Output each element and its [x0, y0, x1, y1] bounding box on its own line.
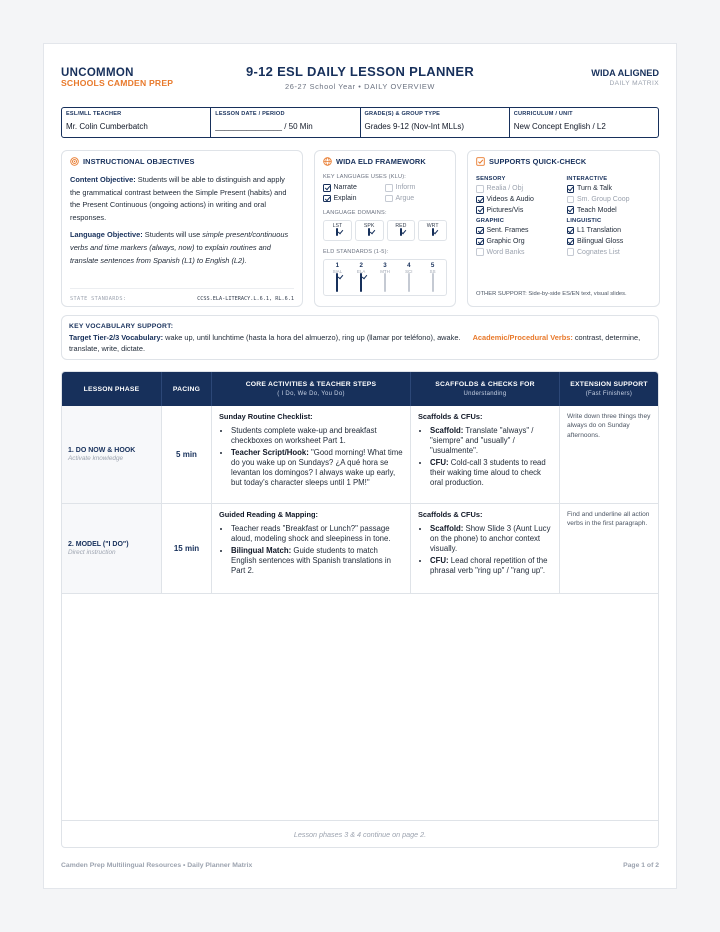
eld-tag: ELA: [357, 269, 366, 274]
page-title: 9-12 ESL DAILY LESSON PLANNER: [245, 64, 475, 79]
globe-icon: [323, 157, 332, 166]
wida-title: WIDA ELD FRAMEWORK: [336, 157, 426, 166]
core-heading: Sunday Routine Checklist:: [219, 412, 313, 421]
checkbox-checked[interactable]: [567, 227, 575, 235]
academic-verbs-label: Academic/Procedural Verbs:: [472, 333, 573, 342]
checkbox-label: Videos & Audio: [486, 195, 534, 203]
table-continuation-note: Lesson phases 3 & 4 continue on page 2.: [62, 820, 658, 847]
phase-description: Activate knowledge: [68, 455, 124, 462]
content-objective-label: Content Objective:: [70, 175, 136, 184]
scaffolds-list: [430, 426, 552, 488]
domain-reading[interactable]: [387, 220, 416, 241]
klu-explain[interactable]: [323, 195, 385, 203]
checkbox-unchecked[interactable]: [476, 185, 484, 193]
list-item: [430, 524, 552, 554]
support-teach-model[interactable]: [567, 206, 652, 214]
eld-number: 5: [430, 262, 435, 269]
list-item: [231, 426, 403, 446]
phase-name: 1. DO NOW & HOOK: [68, 447, 136, 454]
item-label: Bilingual Match:: [231, 546, 292, 555]
extension-cell: Find and underline all action verbs in the first paragraph.: [567, 511, 650, 528]
list-item: [430, 556, 552, 576]
core-activities-cell: [212, 504, 411, 593]
checkbox-label: Pictures/Vis: [486, 206, 524, 214]
language-objective-tail: explain routines and translate sentences from Spanish (L1) to English (L2).: [70, 242, 271, 265]
domain-label: WRT: [426, 223, 439, 229]
lesson-phase-table: [61, 371, 659, 848]
tier-vocab-text: wake up, until lunchtime (hasta la hora del almuerzo), ring up (llamar por teléfono), awake.: [165, 333, 461, 342]
eld-number: 1: [335, 262, 340, 269]
objectives-card: [61, 150, 303, 307]
list-item: [231, 524, 403, 544]
scaffolds-cell: [411, 504, 560, 593]
list-item: [430, 458, 552, 488]
group-heading-sensory: SENSORY: [476, 176, 506, 182]
item-text: Guide students to match English sentences with Spanish translations in Part 2.: [231, 546, 391, 575]
vocabulary-card: [61, 315, 659, 360]
column-title: PACING: [172, 385, 201, 393]
item-text: Translate "always" / "siempre" and "usually" / "usualmente".: [430, 426, 534, 455]
vocabulary-text: [69, 333, 651, 354]
lesson-planner-page: [43, 43, 677, 889]
checkbox-label: Turn & Talk: [577, 185, 613, 193]
standards-value: CCSS.ELA-LITERACY.L.6.1, RL.6.1: [197, 296, 294, 302]
eld-standard-2[interactable]: [351, 262, 372, 292]
phase-description: Direct instruction: [68, 549, 116, 556]
checkbox-unchecked[interactable]: [385, 195, 393, 203]
page-number: Page 1 of 2: [623, 862, 659, 869]
checkbox-label: Graphic Org: [486, 237, 525, 245]
table-row: [62, 504, 658, 594]
grade-value: Grades 9-12 (Nov-Int MLLs): [364, 122, 465, 131]
domain-label: SPK: [363, 223, 375, 229]
domain-speaking[interactable]: [355, 220, 384, 241]
checkbox-checked[interactable]: [368, 228, 370, 236]
core-heading: Guided Reading & Mapping:: [219, 510, 318, 519]
support-bilingual-gloss[interactable]: [567, 238, 652, 246]
checkbox-checked[interactable]: [323, 195, 331, 203]
item-label: Teacher Script/Hook:: [231, 448, 309, 457]
scaffolds-heading: Scaffolds & CFUs:: [418, 412, 483, 421]
eld-standard-5[interactable]: [422, 262, 443, 292]
objectives-title: INSTRUCTIONAL OBJECTIVES: [83, 157, 195, 166]
teacher-label: ESL/MLL TEACHER: [66, 111, 122, 117]
item-label: Scaffold:: [430, 524, 464, 533]
grade-label: GRADE(S) & GROUP TYPE: [364, 111, 441, 117]
core-activities-cell: [212, 406, 411, 503]
group-heading-interactive: INTERACTIVE: [566, 176, 608, 182]
curriculum-label: CURRICULUM / UNIT: [513, 111, 573, 117]
supports-title: SUPPORTS QUICK-CHECK: [489, 157, 587, 166]
standards-label: STATE STANDARDS:: [70, 296, 127, 302]
other-support: OTHER SUPPORT: Side-by-side ES/EN text, visual slides.: [476, 291, 627, 297]
phase-cell: [62, 406, 162, 503]
checklist-icon: [476, 157, 485, 166]
checkbox-label: Sent. Frames: [486, 227, 529, 235]
language-objective-connector: to: [196, 242, 203, 252]
curriculum-value: New Concept English / L2: [513, 122, 606, 131]
pacing-cell: 5 min: [162, 406, 212, 503]
language-objective: [70, 229, 294, 267]
column-subtitle: Understanding: [463, 391, 507, 397]
list-item: [430, 426, 552, 456]
phase-cell: [62, 504, 162, 593]
eld-tag: MTH: [380, 269, 390, 274]
support-l1-translation[interactable]: [567, 227, 652, 235]
language-objective-label: Language Objective:: [70, 230, 143, 240]
supports-left-column: [476, 172, 561, 259]
klu-inform[interactable]: [385, 184, 447, 192]
column-header-phase: [62, 372, 162, 406]
language-objective-markers: simple present/continuous verbs and time markers (always, now): [70, 230, 289, 252]
core-list: [231, 524, 403, 576]
group-heading-linguistic: LINGUISTIC: [566, 217, 602, 224]
extension-cell: Write down three things they always do on Sunday afternoons.: [567, 413, 651, 439]
domain-listening[interactable]: [323, 220, 352, 241]
lesson-info-bar: [61, 107, 659, 138]
brand-name: UNCOMMON: [61, 67, 134, 79]
column-header-scaffolds: [411, 372, 560, 406]
list-item: [231, 546, 403, 576]
item-label: Scaffold:: [430, 426, 464, 435]
supports-grid: [476, 172, 651, 259]
checkbox-label: Narrate: [333, 184, 357, 192]
klu-argue[interactable]: [385, 195, 447, 203]
checkbox-unchecked[interactable]: [567, 248, 575, 256]
domain-label: LST: [332, 223, 343, 229]
support-realia[interactable]: [476, 185, 561, 193]
column-header-extension: [560, 372, 658, 406]
domains-label: LANGUAGE DOMAINS:: [323, 210, 387, 216]
wida-badge-subtitle: DAILY MATRIX: [609, 80, 659, 87]
support-pictures[interactable]: [476, 206, 561, 214]
support-small-group[interactable]: [567, 196, 652, 204]
eld-number: 3: [383, 262, 387, 269]
language-domains: [323, 220, 447, 241]
item-label: CFU:: [430, 556, 449, 565]
column-title: EXTENSION SUPPORT: [570, 381, 648, 388]
checkbox-label: Explain: [333, 194, 357, 202]
checkbox-unchecked[interactable]: [384, 273, 386, 292]
support-sentence-frames[interactable]: [476, 227, 561, 235]
checkbox-label: Inform: [395, 184, 416, 192]
item-text: Students complete wake-up and breakfast checkboxes on worksheet Part 1.: [231, 426, 377, 445]
klu-label: KEY LANGUAGE USES (KLU):: [323, 174, 407, 180]
item-text: Show Slide 3 (Aunt Lucy on the phone) to anchor context visually.: [430, 524, 551, 553]
column-title: CORE ACTIVITIES & TEACHER STEPS: [245, 381, 377, 388]
eld-number: 2: [359, 262, 363, 269]
domain-label: RED: [395, 223, 407, 229]
lesson-date-label: LESSON DATE / PERIOD: [215, 111, 285, 117]
wida-badge-title: WIDA ALIGNED: [591, 68, 659, 78]
pacing-cell: 15 min: [162, 504, 212, 593]
eld-standard-1[interactable]: [327, 262, 348, 292]
item-text: Cold-call 3 students to read their waking time aloud to check oral production.: [430, 458, 546, 487]
column-title: SCAFFOLDS & CHECKS FOR: [435, 381, 535, 388]
checkbox-checked[interactable]: [400, 228, 402, 236]
page-subtitle: 26-27 School Year • DAILY OVERVIEW: [285, 82, 435, 91]
target-icon: [70, 157, 79, 166]
eld-standard-3[interactable]: [375, 262, 396, 292]
brand-subname: SCHOOLS CAMDEN PREP: [61, 78, 174, 88]
footer-left: Camden Prep Multilingual Resources • Daily Planner Matrix: [61, 862, 253, 869]
phase-name: 2. MODEL ("I DO"): [68, 541, 129, 548]
checkbox-checked[interactable]: [476, 227, 484, 235]
support-videos[interactable]: [476, 196, 561, 204]
checkbox-checked[interactable]: [567, 238, 575, 246]
checkbox-label: Word Banks: [486, 248, 525, 256]
column-title: LESSON PHASE: [83, 385, 140, 393]
table-row: [62, 406, 658, 504]
checkbox-label: Argue: [395, 194, 415, 202]
support-turn-talk[interactable]: [567, 185, 652, 193]
checkbox-checked[interactable]: [323, 184, 331, 192]
item-text: Teacher reads "Breakfast or Lunch?" passage aloud, modeling shock and sleepiness in tone.: [231, 524, 391, 543]
item-label: CFU:: [430, 458, 449, 467]
teacher-value: Mr. Colin Cumberbatch: [66, 122, 148, 131]
checkbox-unchecked[interactable]: [432, 273, 434, 292]
domain-writing[interactable]: [418, 220, 447, 241]
lesson-date-value: _______________ / 50 Min: [215, 122, 313, 131]
lesson-date-field[interactable]: [211, 108, 360, 137]
checkbox-unchecked[interactable]: [408, 273, 410, 292]
scaffolds-heading: Scaffolds & CFUs:: [418, 510, 483, 519]
scaffolds-cell: [411, 406, 560, 503]
supports-card: [467, 150, 660, 307]
state-standards: [70, 288, 294, 302]
checkbox-checked[interactable]: [567, 185, 575, 193]
eld-standards: [323, 259, 447, 296]
column-subtitle: (Fast Finishers): [585, 391, 633, 397]
support-cognates[interactable]: [567, 248, 652, 256]
column-subtitle: ( I Do, We Do, You Do): [277, 391, 345, 397]
grade-field[interactable]: [361, 108, 510, 137]
checkbox-label: Cognates List: [577, 248, 620, 256]
vocabulary-title: KEY VOCABULARY SUPPORT:: [69, 323, 174, 330]
checkbox-label: Teach Model: [577, 206, 617, 214]
academic-verbs-text: contrast, determine, translate, write, dictate.: [69, 333, 641, 353]
item-text: "Good morning! What time do you wake up on Sundays? ¿A qué hora se levantan los domingos? I always wake up early, but today's character sleeps until 1 PM!": [231, 448, 403, 487]
wida-framework-card: [314, 150, 456, 307]
column-header-core: [212, 372, 411, 406]
checkbox-label: Realia / Obj: [486, 185, 524, 193]
content-objective: [70, 174, 294, 224]
tier-vocab-label: Target Tier-2/3 Vocabulary:: [69, 333, 164, 342]
checkbox-checked[interactable]: [336, 273, 338, 292]
checkbox-label: Bilingual Gloss: [577, 237, 624, 245]
scaffolds-list: [430, 524, 552, 576]
checkbox-unchecked[interactable]: [385, 184, 393, 192]
eld-standard-4[interactable]: [398, 262, 419, 292]
eld-standards-label: ELD STANDARDS (1-5):: [323, 249, 389, 255]
checkbox-unchecked[interactable]: [567, 196, 575, 204]
support-graphic-org[interactable]: [476, 238, 561, 246]
supports-right-column: [567, 172, 652, 259]
eld-number: 4: [407, 262, 411, 269]
checkbox-checked[interactable]: [360, 273, 362, 292]
checkbox-label: L1 Translation: [577, 227, 621, 235]
support-word-banks[interactable]: [476, 248, 561, 256]
language-objective-text: Students will use: [144, 230, 201, 240]
checkbox-checked[interactable]: [432, 228, 434, 236]
content-objective-text: Students will be able to distinguish and apply the grammatical contrast between the Simple Present (habits) and the Present Continuous (ongoing actions) in writing and oral responses.: [70, 175, 287, 222]
planner-header: [61, 64, 659, 98]
group-heading-graphic: GRAPHIC: [476, 217, 505, 224]
checkbox-checked[interactable]: [476, 206, 484, 214]
klu-checklist: [323, 184, 447, 202]
eld-tag: SS: [429, 269, 436, 274]
eld-tag: SIAL: [332, 269, 343, 274]
eld-tag: SCI: [405, 269, 413, 274]
checkbox-unchecked[interactable]: [476, 248, 484, 256]
column-header-pacing: [162, 372, 212, 406]
teacher-field[interactable]: [62, 108, 211, 137]
checkbox-checked[interactable]: [336, 228, 338, 236]
checkbox-checked[interactable]: [567, 206, 575, 214]
checkbox-label: Sm. Group Coop: [577, 195, 630, 203]
item-text: Lead choral repetition of the phrasal verb "ring up" / "rang up".: [430, 556, 548, 575]
checkbox-checked[interactable]: [476, 196, 484, 204]
list-item: [231, 448, 403, 488]
klu-narrate[interactable]: [323, 184, 385, 192]
curriculum-field[interactable]: [510, 108, 658, 137]
table-header: [62, 372, 658, 406]
core-list: [231, 426, 403, 488]
checkbox-checked[interactable]: [476, 238, 484, 246]
